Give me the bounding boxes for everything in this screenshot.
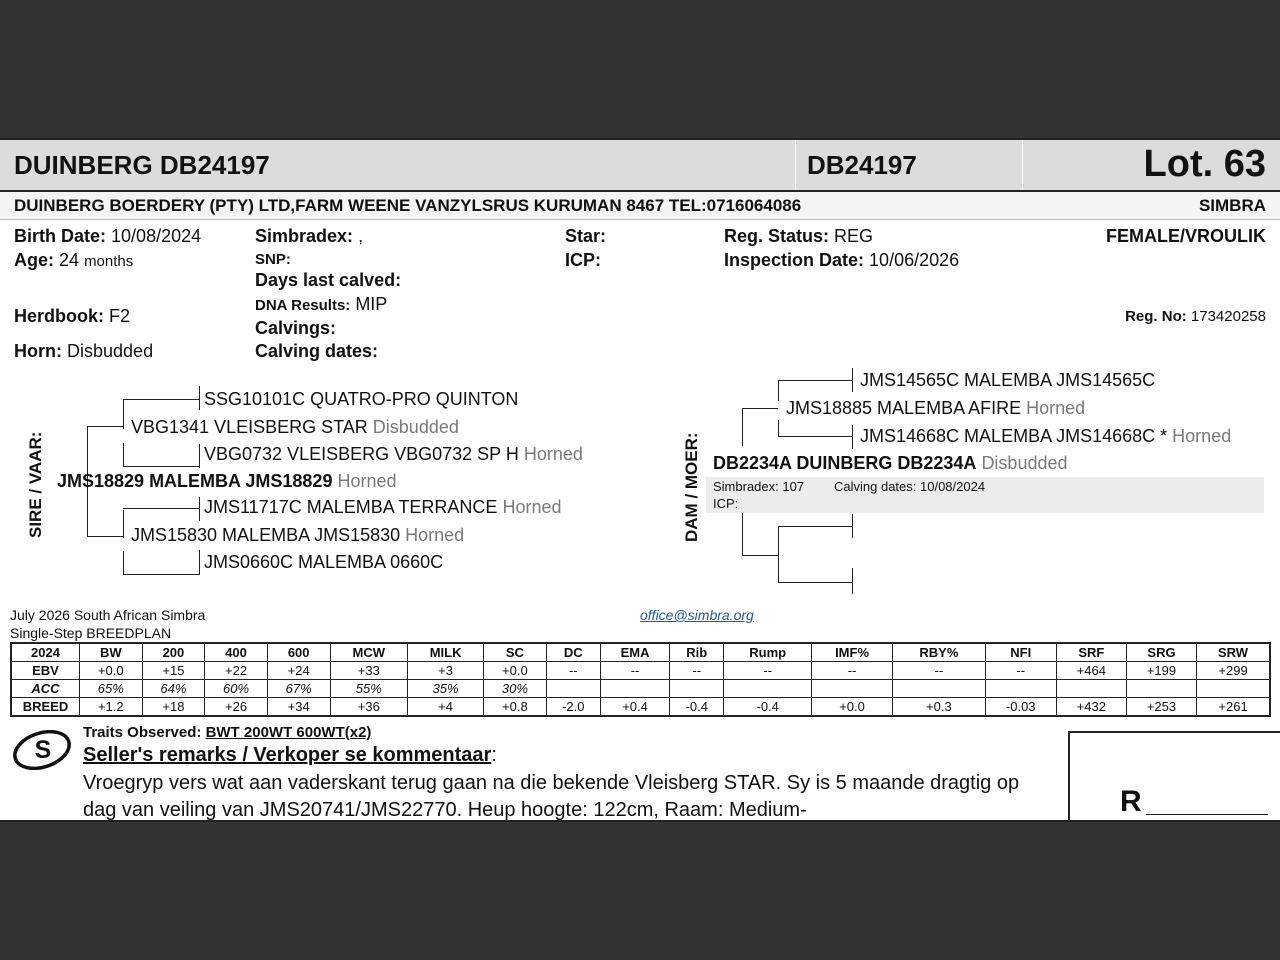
snp: SNP:	[255, 251, 291, 268]
sire-dam-sire: JMS11717C MALEMBA TERRANCE Horned	[204, 497, 562, 517]
pedigree-line	[742, 555, 778, 556]
age: Age: 24 months	[14, 250, 134, 270]
ebv-cell	[812, 680, 893, 698]
ebv-cell: +299	[1197, 662, 1270, 680]
pedigree-line	[123, 508, 199, 509]
ebv-cell: 55%	[330, 680, 408, 698]
owner-text: DUINBERG BOERDERY (PTY) LTD,FARM WEENE VANZYLSRUS KURUMAN 8467 TEL:0716064086	[14, 196, 802, 215]
ebv-title-line2: Single-Step BREEDPLAN	[10, 625, 172, 641]
ebv-cell: --	[893, 662, 986, 680]
ebv-row-ebv	[11, 662, 1270, 680]
ebv-cell: 60%	[205, 680, 268, 698]
ebv-cell: +0.0	[80, 662, 143, 680]
ebv-cell: -2.0	[546, 698, 600, 717]
pedigree-line	[123, 399, 124, 429]
ebv-column-header: DC	[546, 643, 600, 662]
ebv-cell	[893, 680, 986, 698]
sex: FEMALE/VROULIK	[1106, 226, 1266, 246]
pedigree-line	[123, 399, 199, 400]
ebv-cell: 67%	[267, 680, 330, 698]
pedigree-line	[778, 380, 779, 401]
ebv-cell: +33	[330, 662, 408, 680]
dam-info-box	[706, 477, 1264, 513]
header-divider	[795, 140, 796, 190]
birth-date: Birth Date: 10/08/2024	[14, 226, 202, 246]
reg-status: Reg. Status: REG	[724, 226, 874, 246]
dna-results: DNA Results: MIP	[255, 294, 388, 314]
ebv-column-header: 200	[142, 643, 205, 662]
pedigree-line	[199, 497, 200, 521]
ebv-row-breed	[11, 698, 1270, 717]
pedigree-line	[778, 582, 852, 583]
ebv-table	[10, 642, 1271, 717]
star: Star:	[565, 226, 607, 246]
ebv-column-header: 600	[267, 643, 330, 662]
ebv-column-header: SC	[484, 643, 547, 662]
ebv-column-header: SRG	[1126, 643, 1196, 662]
ebv-cell	[670, 680, 724, 698]
remarks-line2: dag van veiling van JMS20741/JMS22770. Heup hoogte: 122cm, Raam: Medium-	[83, 799, 807, 821]
sire-dam: JMS15830 MALEMBA JMS15830 Horned	[131, 525, 465, 545]
ebv-cell: +199	[1126, 662, 1196, 680]
ebv-cell: --	[600, 662, 669, 680]
ebv-cell: +261	[1197, 698, 1270, 717]
pedigree-line	[852, 425, 853, 449]
horn-status: Horn: Disbudded	[14, 341, 154, 361]
dam-sire-dam: JMS14668C MALEMBA JMS14668C * Horned	[860, 426, 1232, 446]
ebv-column-header: RBY%	[893, 643, 986, 662]
ebv-cell: +22	[205, 662, 268, 680]
svg-text:S: S	[34, 736, 52, 764]
simbra-logo-icon	[12, 730, 74, 770]
simbradex: Simbradex: ,	[255, 226, 364, 246]
pedigree-line	[852, 568, 853, 594]
ebv-column-header: 400	[205, 643, 268, 662]
remarks-line1: Vroegryp vers wat aan vaderskant terug gaan na die bekende Vleisberg STAR. Sy is 5 maande dragtig op	[83, 772, 1020, 794]
ebv-cell: +0.0	[812, 698, 893, 717]
calvings: Calvings:	[255, 318, 337, 338]
ebv-cell: +26	[205, 698, 268, 717]
ebv-cell: EBV	[11, 662, 80, 680]
dam-side-label: DAM / MOER:	[682, 432, 701, 542]
ebv-column-header: MCW	[330, 643, 408, 662]
pedigree-line	[87, 536, 123, 537]
ebv-column-header: BW	[80, 643, 143, 662]
ebv-cell	[1056, 680, 1126, 698]
ebv-cell: --	[546, 662, 600, 680]
sire-sire: VBG1341 VLEISBERG STAR Disbudded	[131, 417, 459, 437]
ebv-cell: 65%	[80, 680, 143, 698]
pedigree-line	[199, 386, 200, 410]
email-link[interactable]: office@simbra.org	[640, 607, 754, 623]
remarks-heading: Seller's remarks / Verkoper se kommentaar:	[83, 744, 497, 766]
ebv-cell: +0.0	[484, 662, 547, 680]
ebv-cell: -0.03	[985, 698, 1056, 717]
ebv-cell: +34	[267, 698, 330, 717]
ebv-cell: --	[724, 662, 812, 680]
pedigree-line	[778, 526, 779, 583]
price-line[interactable]	[1146, 814, 1268, 815]
owner-row	[0, 192, 1280, 220]
ebv-column-header: Rib	[670, 643, 724, 662]
ebv-cell: BREED	[11, 698, 80, 717]
pedigree-line	[852, 514, 853, 538]
ebv-cell: +253	[1126, 698, 1196, 717]
ebv-cell: +0.8	[484, 698, 547, 717]
ebv-cell: ACC	[11, 680, 80, 698]
ebv-cell: +1.2	[80, 698, 143, 717]
ebv-cell: +36	[330, 698, 408, 717]
pedigree-line	[742, 408, 778, 409]
dam-sire: JMS18885 MALEMBA AFIRE Horned	[786, 398, 1086, 418]
ebv-cell: --	[812, 662, 893, 680]
animal-id: DB24197	[807, 150, 917, 180]
pedigree-line	[742, 512, 743, 555]
pedigree-line	[778, 420, 779, 436]
ebv-cell: +4	[408, 698, 484, 717]
price-currency: R	[1120, 785, 1142, 818]
pedigree-line	[123, 510, 124, 538]
dam-icp: ICP:	[713, 496, 739, 511]
pedigree-line	[778, 436, 852, 437]
ebv-cell	[724, 680, 812, 698]
pedigree-line	[852, 368, 853, 392]
lot-header	[0, 140, 1280, 192]
lot-card	[0, 138, 1280, 822]
ebv-cell: --	[670, 662, 724, 680]
ebv-cell	[985, 680, 1056, 698]
pedigree-line	[742, 408, 743, 446]
animal-title: DUINBERG DB24197	[14, 150, 270, 180]
ebv-column-header: 2024	[11, 643, 80, 662]
dam-name: DB2234A DUINBERG DB2234A Disbudded	[713, 453, 1068, 473]
ebv-cell: +464	[1056, 662, 1126, 680]
icp: ICP:	[565, 250, 601, 270]
reg-no: Reg. No: 173420258	[1125, 308, 1266, 325]
lot-number: Lot. 63	[1143, 143, 1266, 185]
inspection-date: Inspection Date: 10/06/2026	[724, 250, 960, 270]
pedigree-line	[123, 551, 124, 575]
ebv-column-header: Rump	[724, 643, 812, 662]
ebv-cell: +3	[408, 662, 484, 680]
header-divider	[1022, 140, 1023, 190]
sire-dam-dam: JMS0660C MALEMBA 0660C	[204, 552, 444, 572]
pedigree-line	[199, 550, 200, 575]
ebv-title-line1: July 2026 South African Simbra	[10, 607, 206, 623]
sire-sire-sire: SSG10101C QUATRO-PRO QUINTON	[204, 389, 519, 409]
sire-sire-dam: VBG0732 VLEISBERG VBG0732 SP H Horned	[204, 444, 583, 464]
ebv-row-acc	[11, 680, 1270, 698]
dam-simbradex: Simbradex: 107	[713, 479, 805, 494]
ebv-cell	[600, 680, 669, 698]
price-box	[1068, 731, 1280, 822]
pedigree-line	[123, 466, 199, 467]
pedigree-line	[123, 574, 199, 575]
ebv-cell	[546, 680, 600, 698]
dam-sire-sire: JMS14565C MALEMBA JMS14565C	[860, 370, 1156, 390]
ebv-cell: +18	[142, 698, 205, 717]
ebv-cell: 64%	[142, 680, 205, 698]
traits-observed: Traits Observed: BWT 200WT 600WT(x2)	[83, 724, 372, 741]
pedigree-line	[778, 380, 852, 381]
calving-dates: Calving dates:	[255, 341, 379, 361]
ebv-column-header: EMA	[600, 643, 669, 662]
pedigree-line	[778, 526, 852, 527]
ebv-cell: +15	[142, 662, 205, 680]
ebv-column-header: MILK	[408, 643, 484, 662]
ebv-cell: +0.3	[893, 698, 986, 717]
days-last-calved: Days last calved:	[255, 270, 402, 290]
ebv-cell: +0.4	[600, 698, 669, 717]
breed-label: SIMBRA	[1198, 196, 1266, 215]
ebv-cell: +432	[1056, 698, 1126, 717]
ebv-cell: 35%	[408, 680, 484, 698]
pedigree-line	[87, 426, 123, 427]
ebv-cell: +24	[267, 662, 330, 680]
pedigree-line	[123, 443, 124, 467]
ebv-cell: -0.4	[724, 698, 812, 717]
sire-side-label: SIRE / VAAR:	[26, 431, 45, 538]
ebv-cell: -0.4	[670, 698, 724, 717]
ebv-cell: --	[985, 662, 1056, 680]
pedigree-line	[199, 444, 200, 468]
ebv-cell	[1197, 680, 1270, 698]
sire-name: JMS18829 MALEMBA JMS18829 Horned	[57, 471, 397, 491]
ebv-cell	[1126, 680, 1196, 698]
ebv-header-row	[11, 643, 1270, 662]
ebv-column-header: SRF	[1056, 643, 1126, 662]
ebv-column-header: SRW	[1197, 643, 1270, 662]
dam-calving-dates: Calving dates: 10/08/2024	[834, 479, 986, 494]
herdbook: Herdbook: F2	[14, 306, 131, 326]
ebv-cell: 30%	[484, 680, 547, 698]
ebv-column-header: IMF%	[812, 643, 893, 662]
ebv-column-header: NFI	[985, 643, 1056, 662]
